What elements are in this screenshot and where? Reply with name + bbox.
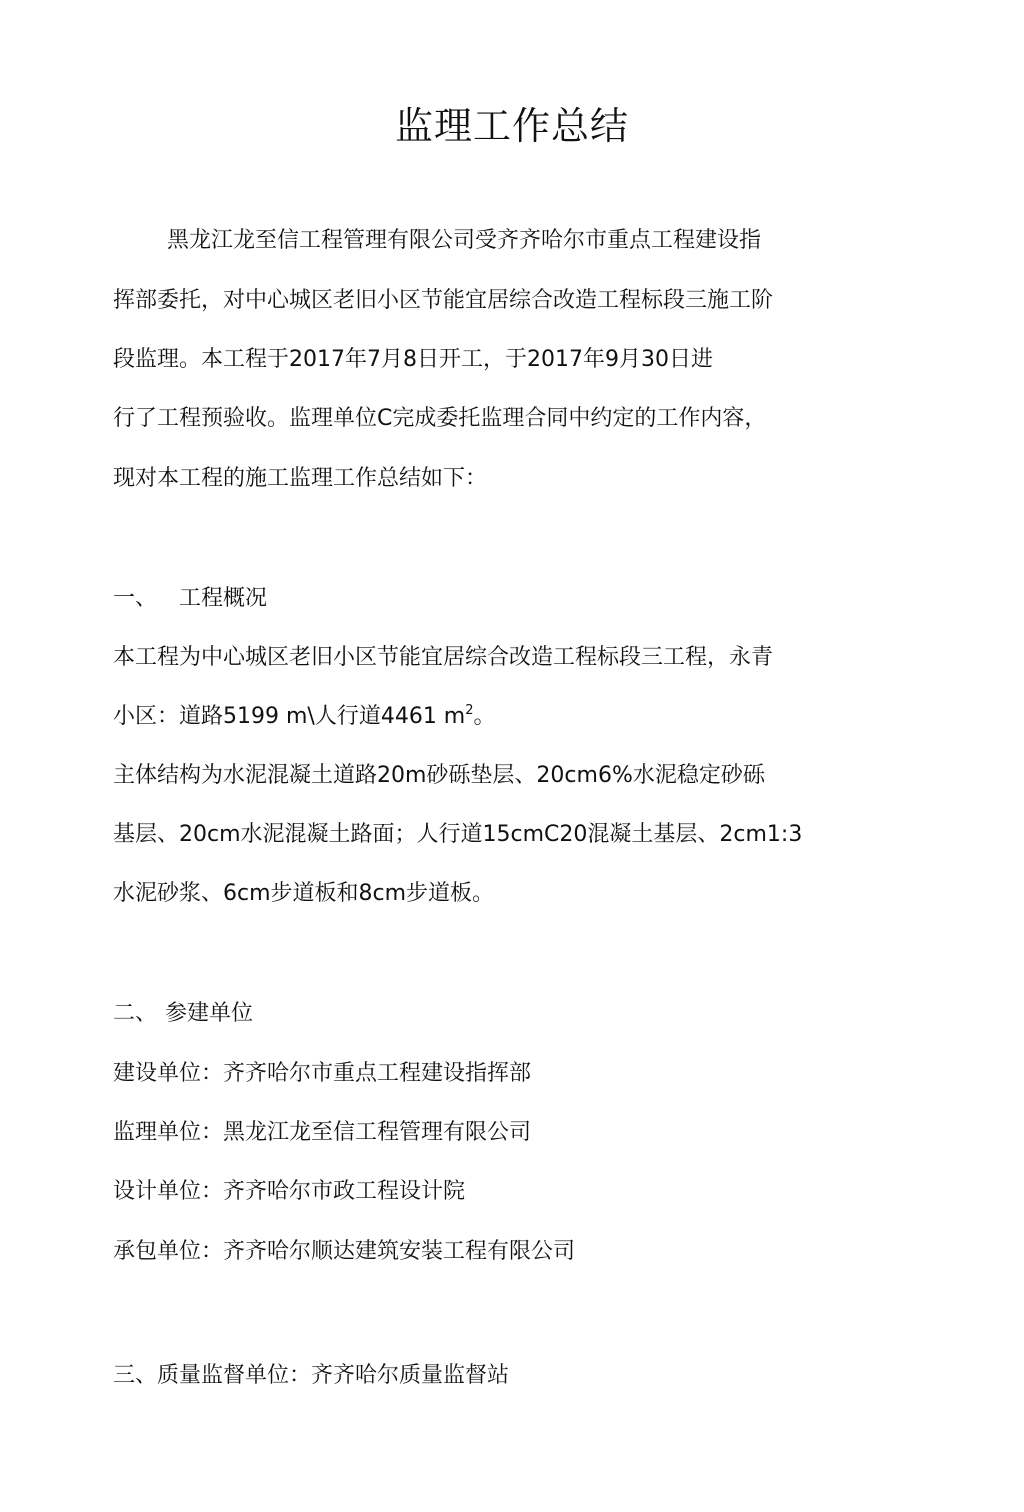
participant-item: 监理单位：黑龙江龙至信工程管理有限公司 (113, 1120, 532, 1145)
section-1-title: 工程概况 (179, 586, 268, 611)
section-1-line-5: 水泥砂浆、6cm步道板和8cm步道板。 (113, 881, 495, 906)
section-1-line-2-end: 。 (473, 704, 496, 729)
section-1-number: 一、 (113, 586, 158, 611)
section-3-heading: 三、质量监督单位：齐齐哈尔质量监督站 (113, 1363, 510, 1388)
intro-line-2: 挥部委托，对中心城区老旧小区节能宜居综合改造工程标段三施工阶 (113, 288, 774, 313)
participant-item: 承包单位：齐齐哈尔顺达建筑安装工程有限公司 (113, 1239, 576, 1264)
section-1-line-2-text: 小区：道路5199 m\人行道4461 m (113, 704, 466, 729)
section-2-title: 参建单位 (165, 1001, 254, 1026)
intro-line-3: 段监理。本工程于2017年7月8日开工，于2017年9月30日进 (113, 347, 713, 372)
intro-line-1: 黑龙江龙至信工程管理有限公司受齐齐哈尔市重点工程建设指 (167, 228, 762, 253)
superscript-2: 2 (465, 703, 474, 718)
section-1-line-4: 基层、20cm水泥混凝土路面；人行道15cmC20混凝土基层、2cm1:3 (113, 822, 803, 847)
section-1-line-3: 主体结构为水泥混凝土道路20m砂砾垫层、20cm6%水泥稳定砂砾 (113, 763, 765, 788)
section-1-line-2 (113, 702, 496, 732)
section-1-heading (113, 584, 267, 614)
section-2-heading (113, 999, 253, 1029)
participant-item: 设计单位：齐齐哈尔市政工程设计院 (113, 1179, 466, 1204)
document-title: 监理工作总结 (394, 104, 629, 148)
intro-line-4: 行了工程预验收。监理单位C完成委托监理合同中约定的工作内容， (113, 406, 767, 431)
intro-line-5: 现对本工程的施工监理工作总结如下： (113, 466, 488, 491)
section-2-number: 二、 (113, 1001, 158, 1026)
participant-item: 建设单位：齐齐哈尔市重点工程建设指挥部 (113, 1061, 532, 1086)
section-1-line-1: 本工程为中心城区老旧小区节能宜居综合改造工程标段三工程，永青 (113, 645, 774, 670)
